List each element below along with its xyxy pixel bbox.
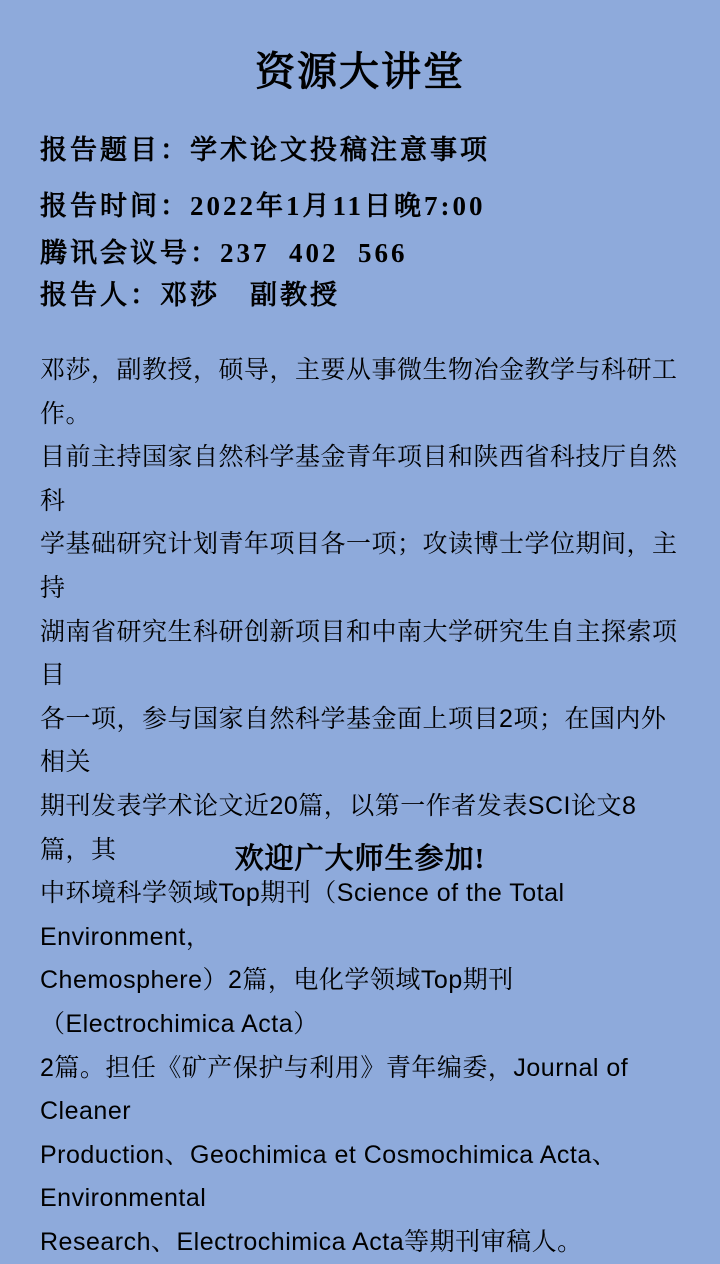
bio-line: 目前主持国家自然科学基金青年项目和陕西省科技厅自然科 [40,443,678,515]
bio-line: 各一项，参与国家自然科学基金面上项目2项；在国内外相关 [40,704,667,777]
meeting-number-line: 腾讯会议号：237 402 566 [40,238,408,268]
report-topic-line: 报告题目：学术论文投稿注意事项 [40,135,490,165]
speaker-line: 报告人：邓莎 副教授 [40,280,340,310]
page-title: 资源大讲堂 [255,50,465,94]
bio-line: Production、Geochimica et Cosmochimica Acta、Environmental [40,1140,618,1213]
bio-line: 湖南省研究生科研创新项目和中南大学研究生自主探索项目 [40,617,678,690]
bio-line: 学基础研究计划青年项目各一项；攻读博士学位期间，主持 [40,530,678,602]
bio-line: 邓莎，副教授，硕导，主要从事微生物冶金教学与科研工作。 [40,356,678,428]
welcome-message: 欢迎广大师生参加! [234,843,486,875]
bio-line: Research、Electrochimica Acta等期刊审稿人。 [40,1227,583,1256]
bio-line: 中环境科学领域Top期刊（Science of the Total Environment， [40,879,572,951]
bio-line: 期刊发表学术论文近20篇，以第一作者发表SCI论文8篇，其 [40,791,637,864]
bio-line: 2篇。担任《矿产保护与利用》青年编委，Journal of Cleaner [40,1053,636,1126]
bio-line: Chemosphere）2篇，电化学领域Top期刊（Electrochimica Acta） [40,966,514,1038]
speaker-bio-paragraph [40,349,682,1264]
report-time-line: 报告时间：2022年1月11日晚7:00 [40,191,486,221]
